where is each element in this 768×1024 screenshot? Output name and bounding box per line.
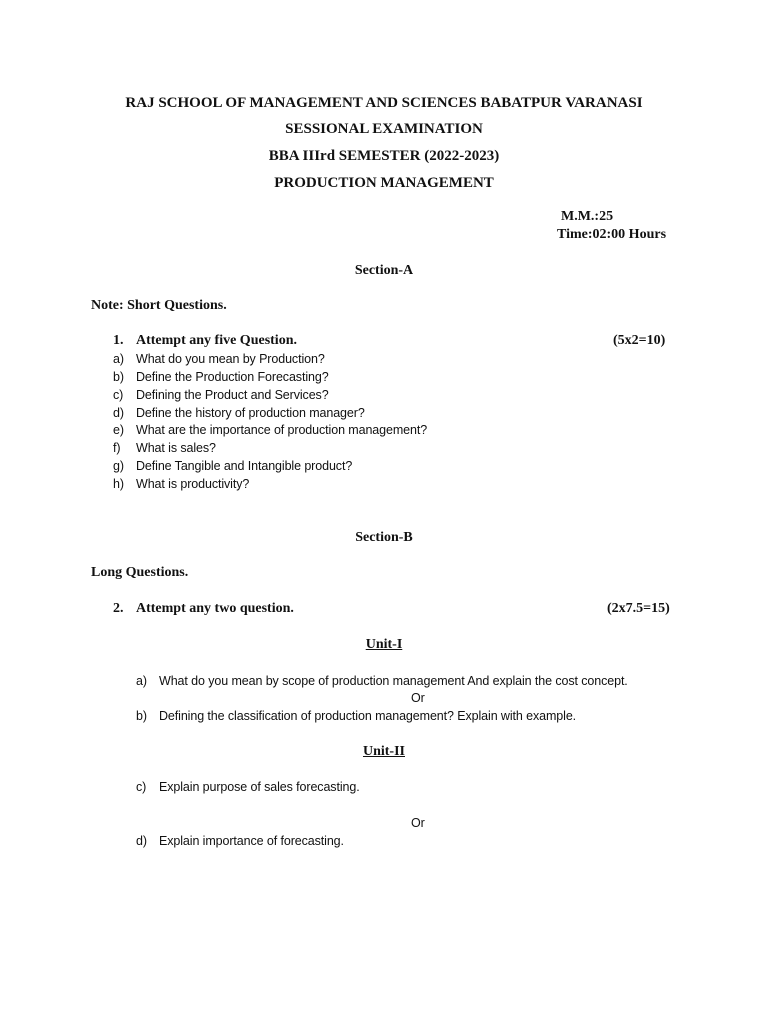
list-item-text: What are the importance of production management?	[136, 423, 428, 437]
institution-name: RAJ SCHOOL OF MANAGEMENT AND SCIENCES BABATPUR VARANASI	[125, 95, 643, 111]
subject-title: PRODUCTION MANAGEMENT	[274, 175, 494, 191]
list-item-label: b)	[113, 370, 124, 384]
question-2-instruction: Attempt any two question.	[136, 601, 294, 616]
list-item-label: c)	[113, 388, 124, 402]
list-item-text: Define the history of production manager?	[136, 406, 365, 420]
or-separator: Or	[411, 691, 425, 705]
list-item-label: c)	[136, 780, 147, 794]
list-item-label: g)	[113, 459, 124, 473]
or-separator: Or	[411, 816, 425, 830]
list-item-text: Defining the classification of production management? Explain with example.	[159, 709, 577, 723]
list-item-label: d)	[113, 406, 124, 420]
section-a-note: Note: Short Questions.	[91, 298, 227, 313]
exam-title: SESSIONAL EXAMINATION	[285, 121, 483, 137]
list-item-label: b)	[136, 709, 147, 723]
list-item-text: What is sales?	[136, 441, 216, 455]
list-item-text: Explain purpose of sales forecasting.	[159, 780, 360, 794]
section-b-note: Long Questions.	[91, 565, 189, 580]
list-item-text: What do you mean by Production?	[136, 352, 325, 366]
section-a-title: Section-A	[354, 263, 414, 278]
question-2-number: 2.	[113, 601, 124, 616]
list-item-label: f)	[113, 441, 121, 455]
unit-1-title: Unit-I	[365, 637, 403, 652]
list-item-text: Defining the Product and Services?	[136, 388, 329, 402]
list-item-text: What is productivity?	[136, 477, 250, 491]
question-1-number: 1.	[113, 333, 124, 348]
list-item-text: Define the Production Forecasting?	[136, 370, 329, 384]
exam-time: Time:02:00 Hours	[557, 227, 667, 242]
unit-2-title: Unit-II	[362, 744, 405, 759]
question-1-instruction: Attempt any five Question.	[136, 333, 297, 348]
question-1-marks: (5x2=10)	[613, 333, 666, 348]
list-item-text: What do you mean by scope of production management And explain the cost concept.	[159, 674, 628, 688]
semester-title: BBA IIIrd SEMESTER (2022-2023)	[268, 148, 500, 164]
list-item-label: h)	[113, 477, 124, 491]
list-item-label: d)	[136, 834, 147, 848]
list-item-text: Explain importance of forecasting.	[159, 834, 344, 848]
section-b-title: Section-B	[355, 530, 413, 545]
list-item-label: a)	[113, 352, 124, 366]
list-item-label: a)	[136, 674, 147, 688]
max-marks: M.M.:25	[561, 209, 614, 224]
list-item-text: Define Tangible and Intangible product?	[136, 459, 353, 473]
question-2-marks: (2x7.5=15)	[607, 601, 670, 616]
list-item-label: e)	[113, 423, 124, 437]
